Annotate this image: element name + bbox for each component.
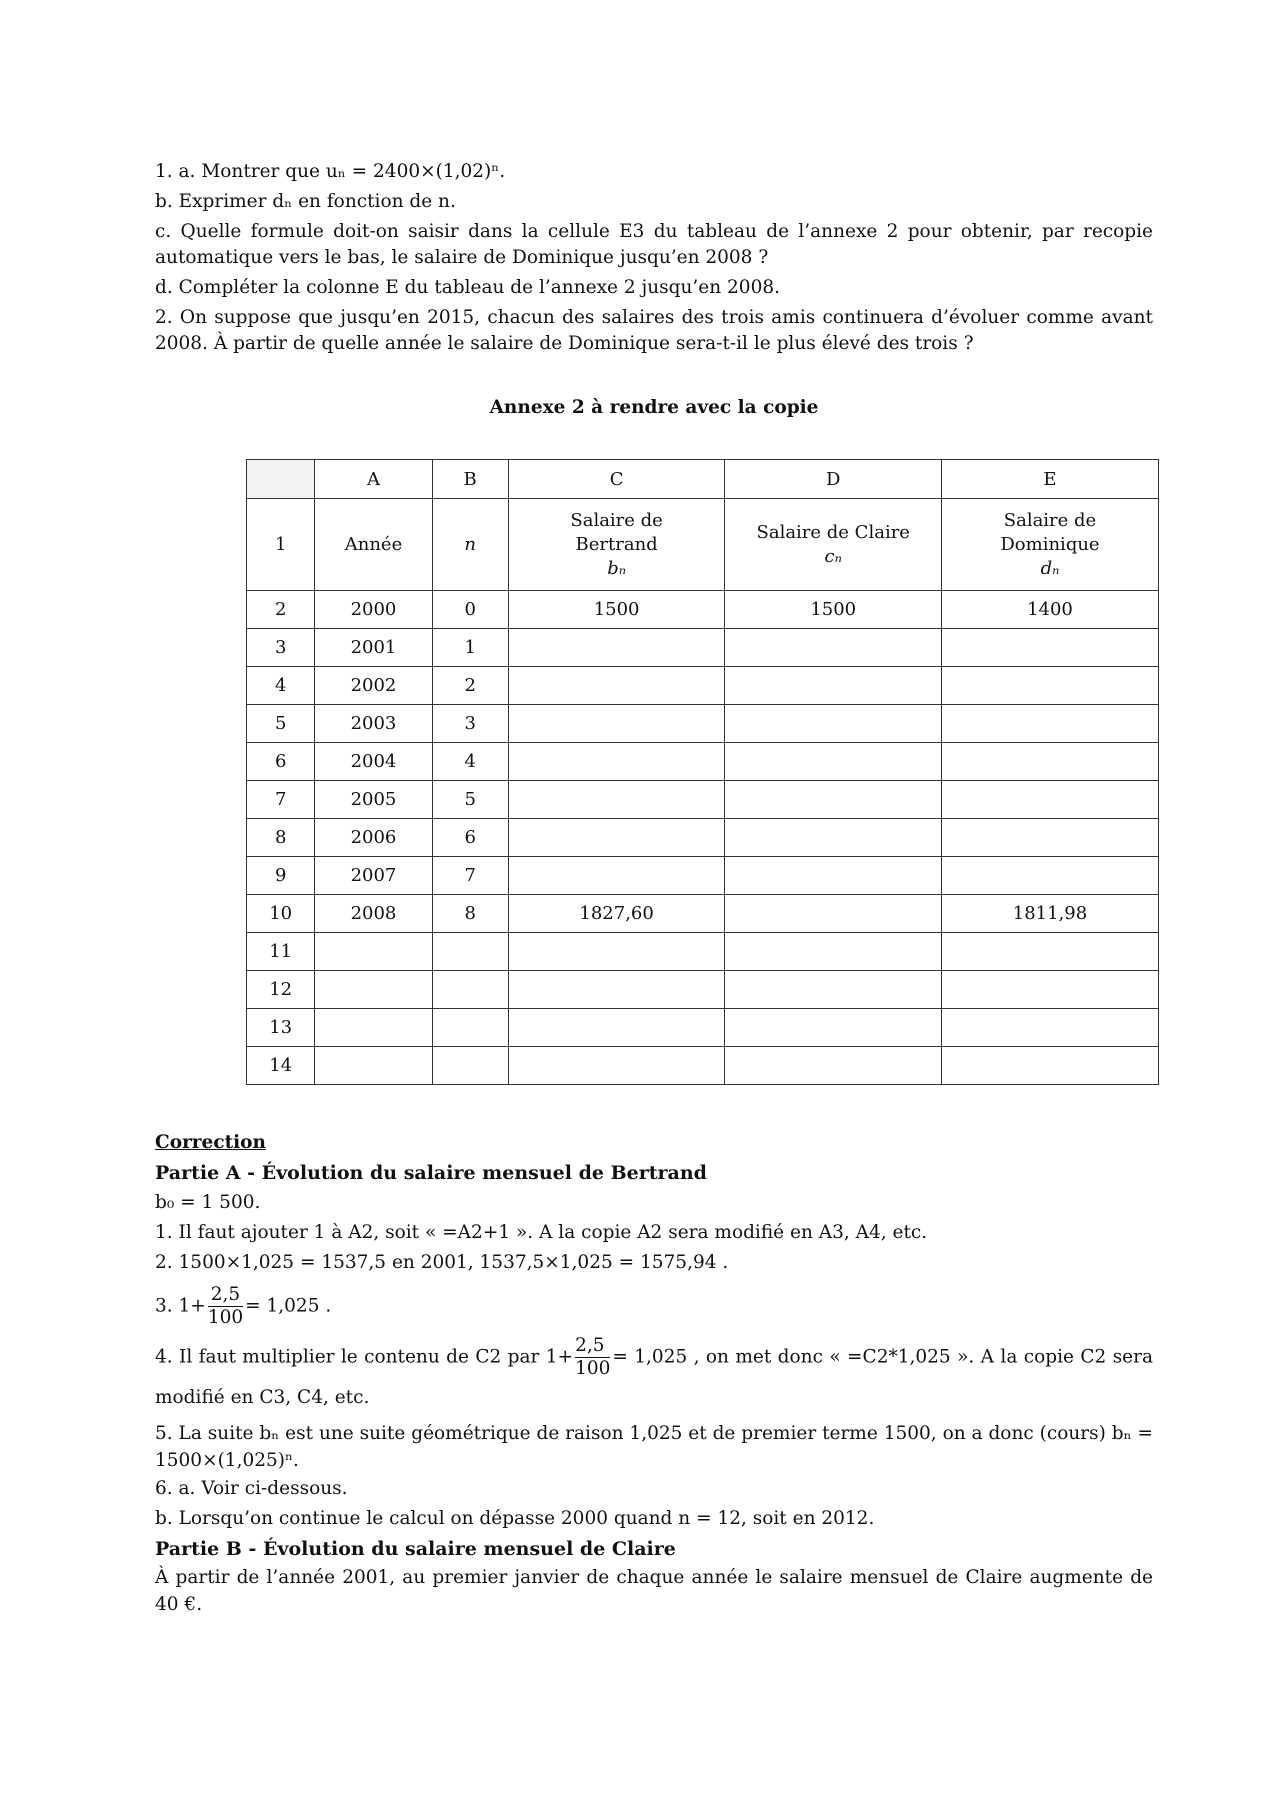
header-cell bbox=[941, 499, 1158, 591]
table-row bbox=[247, 933, 1159, 971]
table-cell: 1500 bbox=[508, 591, 725, 629]
answer-6a: 6. a. Voir ci-dessous. bbox=[155, 1478, 348, 1499]
header-symbol: cₙ bbox=[824, 545, 842, 567]
table-cell bbox=[508, 781, 725, 819]
table-cell: 3 bbox=[432, 705, 508, 743]
table-cell bbox=[941, 705, 1158, 743]
column-letter: E bbox=[941, 460, 1158, 499]
table-cell bbox=[725, 1009, 942, 1047]
table-row bbox=[247, 629, 1159, 667]
table-cell: 1811,98 bbox=[941, 895, 1158, 933]
table-cell: 13 bbox=[247, 1009, 315, 1047]
table-cell: 8 bbox=[432, 895, 508, 933]
table-cell: 8 bbox=[247, 819, 315, 857]
table-cell bbox=[508, 971, 725, 1009]
table-cell bbox=[508, 933, 725, 971]
table-cell: 2004 bbox=[315, 743, 432, 781]
question-1a: 1. a. Montrer que uₙ = 2400×(1,02)ⁿ. bbox=[155, 161, 506, 182]
part-b-text: À partir de l’année 2001, au premier janvier de chaque année le salaire mensuel de Claire augmente de 40 €. bbox=[155, 1567, 1153, 1615]
table-cell bbox=[725, 933, 942, 971]
table-cell: 2007 bbox=[315, 857, 432, 895]
fraction-denominator: 100 bbox=[575, 1358, 611, 1379]
table-cell: 4 bbox=[247, 667, 315, 705]
table-cell bbox=[508, 1047, 725, 1085]
header-label: Salaire de Claire bbox=[756, 521, 910, 543]
fraction bbox=[208, 1284, 243, 1329]
table-row bbox=[247, 971, 1159, 1009]
header-n: n bbox=[464, 533, 476, 555]
answer-4 bbox=[155, 1335, 1153, 1416]
answer-5: 5. La suite bₙ est une suite géométrique de raison 1,025 et de premier terme 1500, on a donc (cours) bₙ = 1500×(1,025)ⁿ. bbox=[155, 1423, 1153, 1471]
table-cell bbox=[508, 857, 725, 895]
table-cell bbox=[941, 743, 1158, 781]
table-row bbox=[247, 1009, 1159, 1047]
header-label: Salaire de Dominique bbox=[1000, 509, 1100, 555]
table-cell: 2008 bbox=[315, 895, 432, 933]
annex-table bbox=[246, 459, 1159, 1085]
table-cell bbox=[725, 895, 942, 933]
table-cell bbox=[941, 781, 1158, 819]
fraction-numerator: 2,5 bbox=[208, 1284, 243, 1307]
table-cell bbox=[941, 667, 1158, 705]
table-cell bbox=[941, 819, 1158, 857]
table-cell: 2005 bbox=[315, 781, 432, 819]
table-cell: 1827,60 bbox=[508, 895, 725, 933]
table-cell bbox=[725, 971, 942, 1009]
table-cell: 2006 bbox=[315, 819, 432, 857]
table-row bbox=[247, 857, 1159, 895]
table-cell bbox=[508, 629, 725, 667]
table-row bbox=[247, 781, 1159, 819]
table-cell: 4 bbox=[432, 743, 508, 781]
table-cell bbox=[941, 857, 1158, 895]
table-cell bbox=[315, 933, 432, 971]
table-cell bbox=[725, 743, 942, 781]
answer-1: 1. Il faut ajouter 1 à A2, soit « =A2+1 ». A la copie A2 sera modifié en A3, A4, etc. bbox=[155, 1222, 928, 1243]
table-cell bbox=[941, 971, 1158, 1009]
table-cell bbox=[432, 1009, 508, 1047]
table-cell bbox=[432, 933, 508, 971]
table-cell bbox=[725, 781, 942, 819]
table-cell bbox=[508, 705, 725, 743]
table-row bbox=[247, 667, 1159, 705]
table-cell bbox=[941, 1009, 1158, 1047]
answer-6b: b. Lorsqu’on continue le calcul on dépasse 2000 quand n = 12, soit en 2012. bbox=[155, 1508, 875, 1529]
header-cell bbox=[508, 499, 725, 591]
answer-4-suffix: = 1,025 , on met donc « =C2*1,025 ». A la copie C2 sera modifié en C3, C4, etc. bbox=[155, 1346, 1154, 1408]
table-cell: 2002 bbox=[315, 667, 432, 705]
corner-cell bbox=[247, 460, 315, 499]
table-cell bbox=[725, 629, 942, 667]
answer-4-prefix: 4. Il faut multiplier le contenu de C2 par 1+ bbox=[155, 1346, 574, 1368]
table-cell bbox=[315, 1009, 432, 1047]
table-cell: 14 bbox=[247, 1047, 315, 1085]
table-cell: 3 bbox=[247, 629, 315, 667]
table-cell: 1 bbox=[432, 629, 508, 667]
column-letter: D bbox=[725, 460, 942, 499]
table-cell bbox=[941, 1047, 1158, 1085]
header-label: Salaire de Bertrand bbox=[570, 509, 663, 555]
table-row bbox=[247, 743, 1159, 781]
table-cell: 2001 bbox=[315, 629, 432, 667]
table-cell bbox=[508, 743, 725, 781]
table-cell: 1400 bbox=[941, 591, 1158, 629]
table-cell: 2000 bbox=[315, 591, 432, 629]
header-cell: Année bbox=[315, 499, 432, 591]
answer-3-suffix: = 1,025 . bbox=[245, 1295, 332, 1317]
part-b-heading: Partie B - Évolution du salaire mensuel de Claire bbox=[155, 1538, 676, 1560]
table-cell: 7 bbox=[432, 857, 508, 895]
correction-title: Correction bbox=[155, 1132, 266, 1153]
question-2: 2. On suppose que jusqu’en 2015, chacun des salaires des trois amis continuera d’évoluer comme avant 2008. À partir de quelle année le salaire de Dominique sera-t-il le plus élevé des trois ? bbox=[155, 307, 1153, 354]
questions bbox=[155, 157, 1153, 357]
table-cell bbox=[432, 971, 508, 1009]
answer-3 bbox=[155, 1284, 1153, 1329]
table-cell: 10 bbox=[247, 895, 315, 933]
table-cell: 9 bbox=[247, 857, 315, 895]
header-row bbox=[247, 499, 1159, 591]
table-cell bbox=[508, 1009, 725, 1047]
table-cell bbox=[725, 1047, 942, 1085]
table-row bbox=[247, 895, 1159, 933]
table-cell: 1500 bbox=[725, 591, 942, 629]
table-cell bbox=[725, 667, 942, 705]
table-cell bbox=[725, 857, 942, 895]
header-symbol: dₙ bbox=[1040, 557, 1060, 579]
table-cell: 6 bbox=[247, 743, 315, 781]
header-cell bbox=[725, 499, 942, 591]
column-letter: A bbox=[315, 460, 432, 499]
answer-3-prefix: 3. 1+ bbox=[155, 1295, 206, 1317]
annex-title: Annexe 2 à rendre avec la copie bbox=[489, 397, 819, 418]
question-1b: b. Exprimer dₙ en fonction de n. bbox=[155, 191, 456, 212]
fraction-numerator: 2,5 bbox=[575, 1335, 610, 1358]
table-cell bbox=[315, 971, 432, 1009]
table-cell: 11 bbox=[247, 933, 315, 971]
table-cell bbox=[508, 667, 725, 705]
table-cell bbox=[508, 819, 725, 857]
table-cell: 5 bbox=[432, 781, 508, 819]
table-cell bbox=[725, 819, 942, 857]
b0-line: b₀ = 1 500. bbox=[155, 1192, 261, 1213]
header-cell bbox=[432, 499, 508, 591]
column-letter: B bbox=[432, 460, 508, 499]
answer-2: 2. 1500×1,025 = 1537,5 en 2001, 1537,5×1,025 = 1575,94 . bbox=[155, 1252, 729, 1273]
table-cell: 7 bbox=[247, 781, 315, 819]
row-number: 1 bbox=[247, 499, 315, 591]
table-cell: 0 bbox=[432, 591, 508, 629]
table-cell bbox=[315, 1047, 432, 1085]
table-row bbox=[247, 705, 1159, 743]
table-row bbox=[247, 1047, 1159, 1085]
part-a-heading: Partie A - Évolution du salaire mensuel de Bertrand bbox=[155, 1162, 707, 1184]
header-symbol: bₙ bbox=[607, 557, 627, 579]
table-cell bbox=[941, 629, 1158, 667]
table-cell: 5 bbox=[247, 705, 315, 743]
question-1d: d. Compléter la colonne E du tableau de l’annexe 2 jusqu’en 2008. bbox=[155, 277, 780, 298]
table-row bbox=[247, 591, 1159, 629]
correction bbox=[155, 1128, 1153, 1618]
table-cell: 2 bbox=[432, 667, 508, 705]
table-cell bbox=[432, 1047, 508, 1085]
table-cell bbox=[941, 933, 1158, 971]
table-cell: 12 bbox=[247, 971, 315, 1009]
table-row bbox=[247, 819, 1159, 857]
table-cell: 2003 bbox=[315, 705, 432, 743]
fraction bbox=[575, 1335, 610, 1380]
table-cell: 6 bbox=[432, 819, 508, 857]
fraction-denominator: 100 bbox=[207, 1307, 244, 1328]
table-cell: 2 bbox=[247, 591, 315, 629]
column-letter: C bbox=[508, 460, 725, 499]
column-letter-row bbox=[247, 460, 1159, 499]
table-cell bbox=[725, 705, 942, 743]
question-1c: c. Quelle formule doit-on saisir dans la cellule E3 du tableau de l’annexe 2 pour obtenir, par recopie automatique vers le bas, le salaire de Dominique jusqu’en 2008 ? bbox=[155, 221, 1153, 268]
